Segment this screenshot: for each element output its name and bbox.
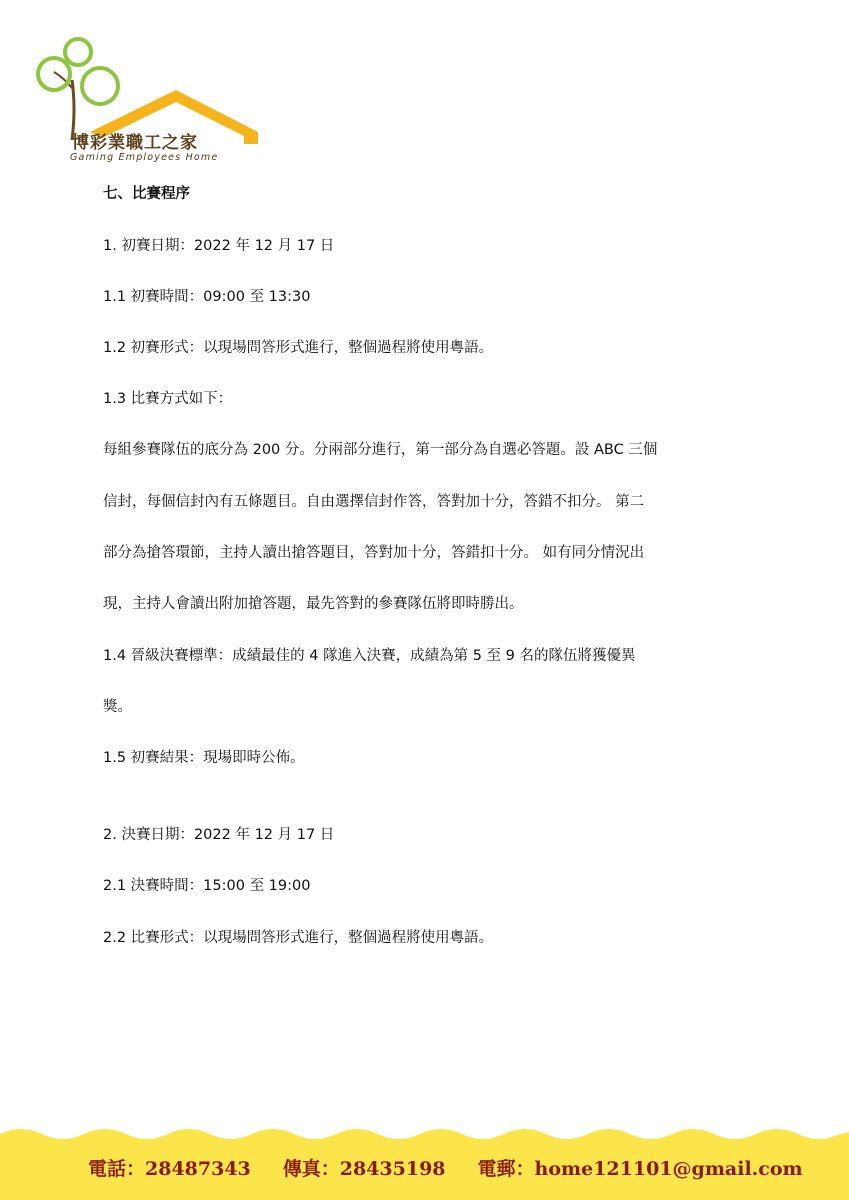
method-paragraph-line-3: 部分為搶答環節，主持人讀出搶答題目，答對加十分，答錯扣十分。 如有同分情況出 (103, 545, 645, 561)
final-qualification-line-1: 1.4 晉級決賽標準：成績最佳的 4 隊進入決賽，成績為第 5 至 9 名的隊伍將獲優異 (103, 648, 636, 664)
method-paragraph-line-2: 信封，每個信封內有五條題目。自由選擇信封作答，答對加十分，答錯不扣分。 第二 (103, 494, 645, 510)
final-time: 2.1 決賽時間：15:00 至 19:00 (103, 878, 311, 894)
prelim-format: 1.2 初賽形式：以現場問答形式進行，整個過程將使用粵語。 (103, 340, 494, 356)
final-date: 2. 決賽日期：2022 年 12 月 17 日 (103, 827, 335, 843)
logo-name-english: Gaming Employees Home (70, 152, 219, 163)
section-heading: 七、比賽程序 (103, 186, 190, 202)
final-format: 2.2 比賽形式：以現場問答形式進行，整個過程將使用粵語。 (103, 930, 494, 946)
competition-method-title: 1.3 比賽方式如下： (103, 391, 233, 407)
method-paragraph-line-4: 現，主持人會讀出附加搶答題，最先答對的參賽隊伍將即時勝出。 (103, 596, 524, 612)
footer-fax: 傳真：28435198 (282, 1158, 446, 1180)
final-qualification-line-2: 獎。 (103, 699, 132, 715)
footer-email: 電郵：home121101@gmail.com (477, 1158, 803, 1180)
method-paragraph-line-1: 每組參賽隊伍的底分為 200 分。分兩部分進行，第一部分為自選必答題。設 ABC 三個 (103, 442, 658, 458)
prelim-time: 1.1 初賽時間：09:00 至 13:30 (103, 289, 311, 305)
logo-name-chinese: 博彩業職工之家 (72, 133, 198, 153)
prelim-results: 1.5 初賽結果：現場即時公佈。 (103, 750, 305, 766)
footer-phone: 電話：28487343 (88, 1158, 251, 1180)
footer-contact-info (88, 1154, 803, 1181)
prelim-date: 1. 初賽日期：2022 年 12 月 17 日 (103, 238, 335, 254)
